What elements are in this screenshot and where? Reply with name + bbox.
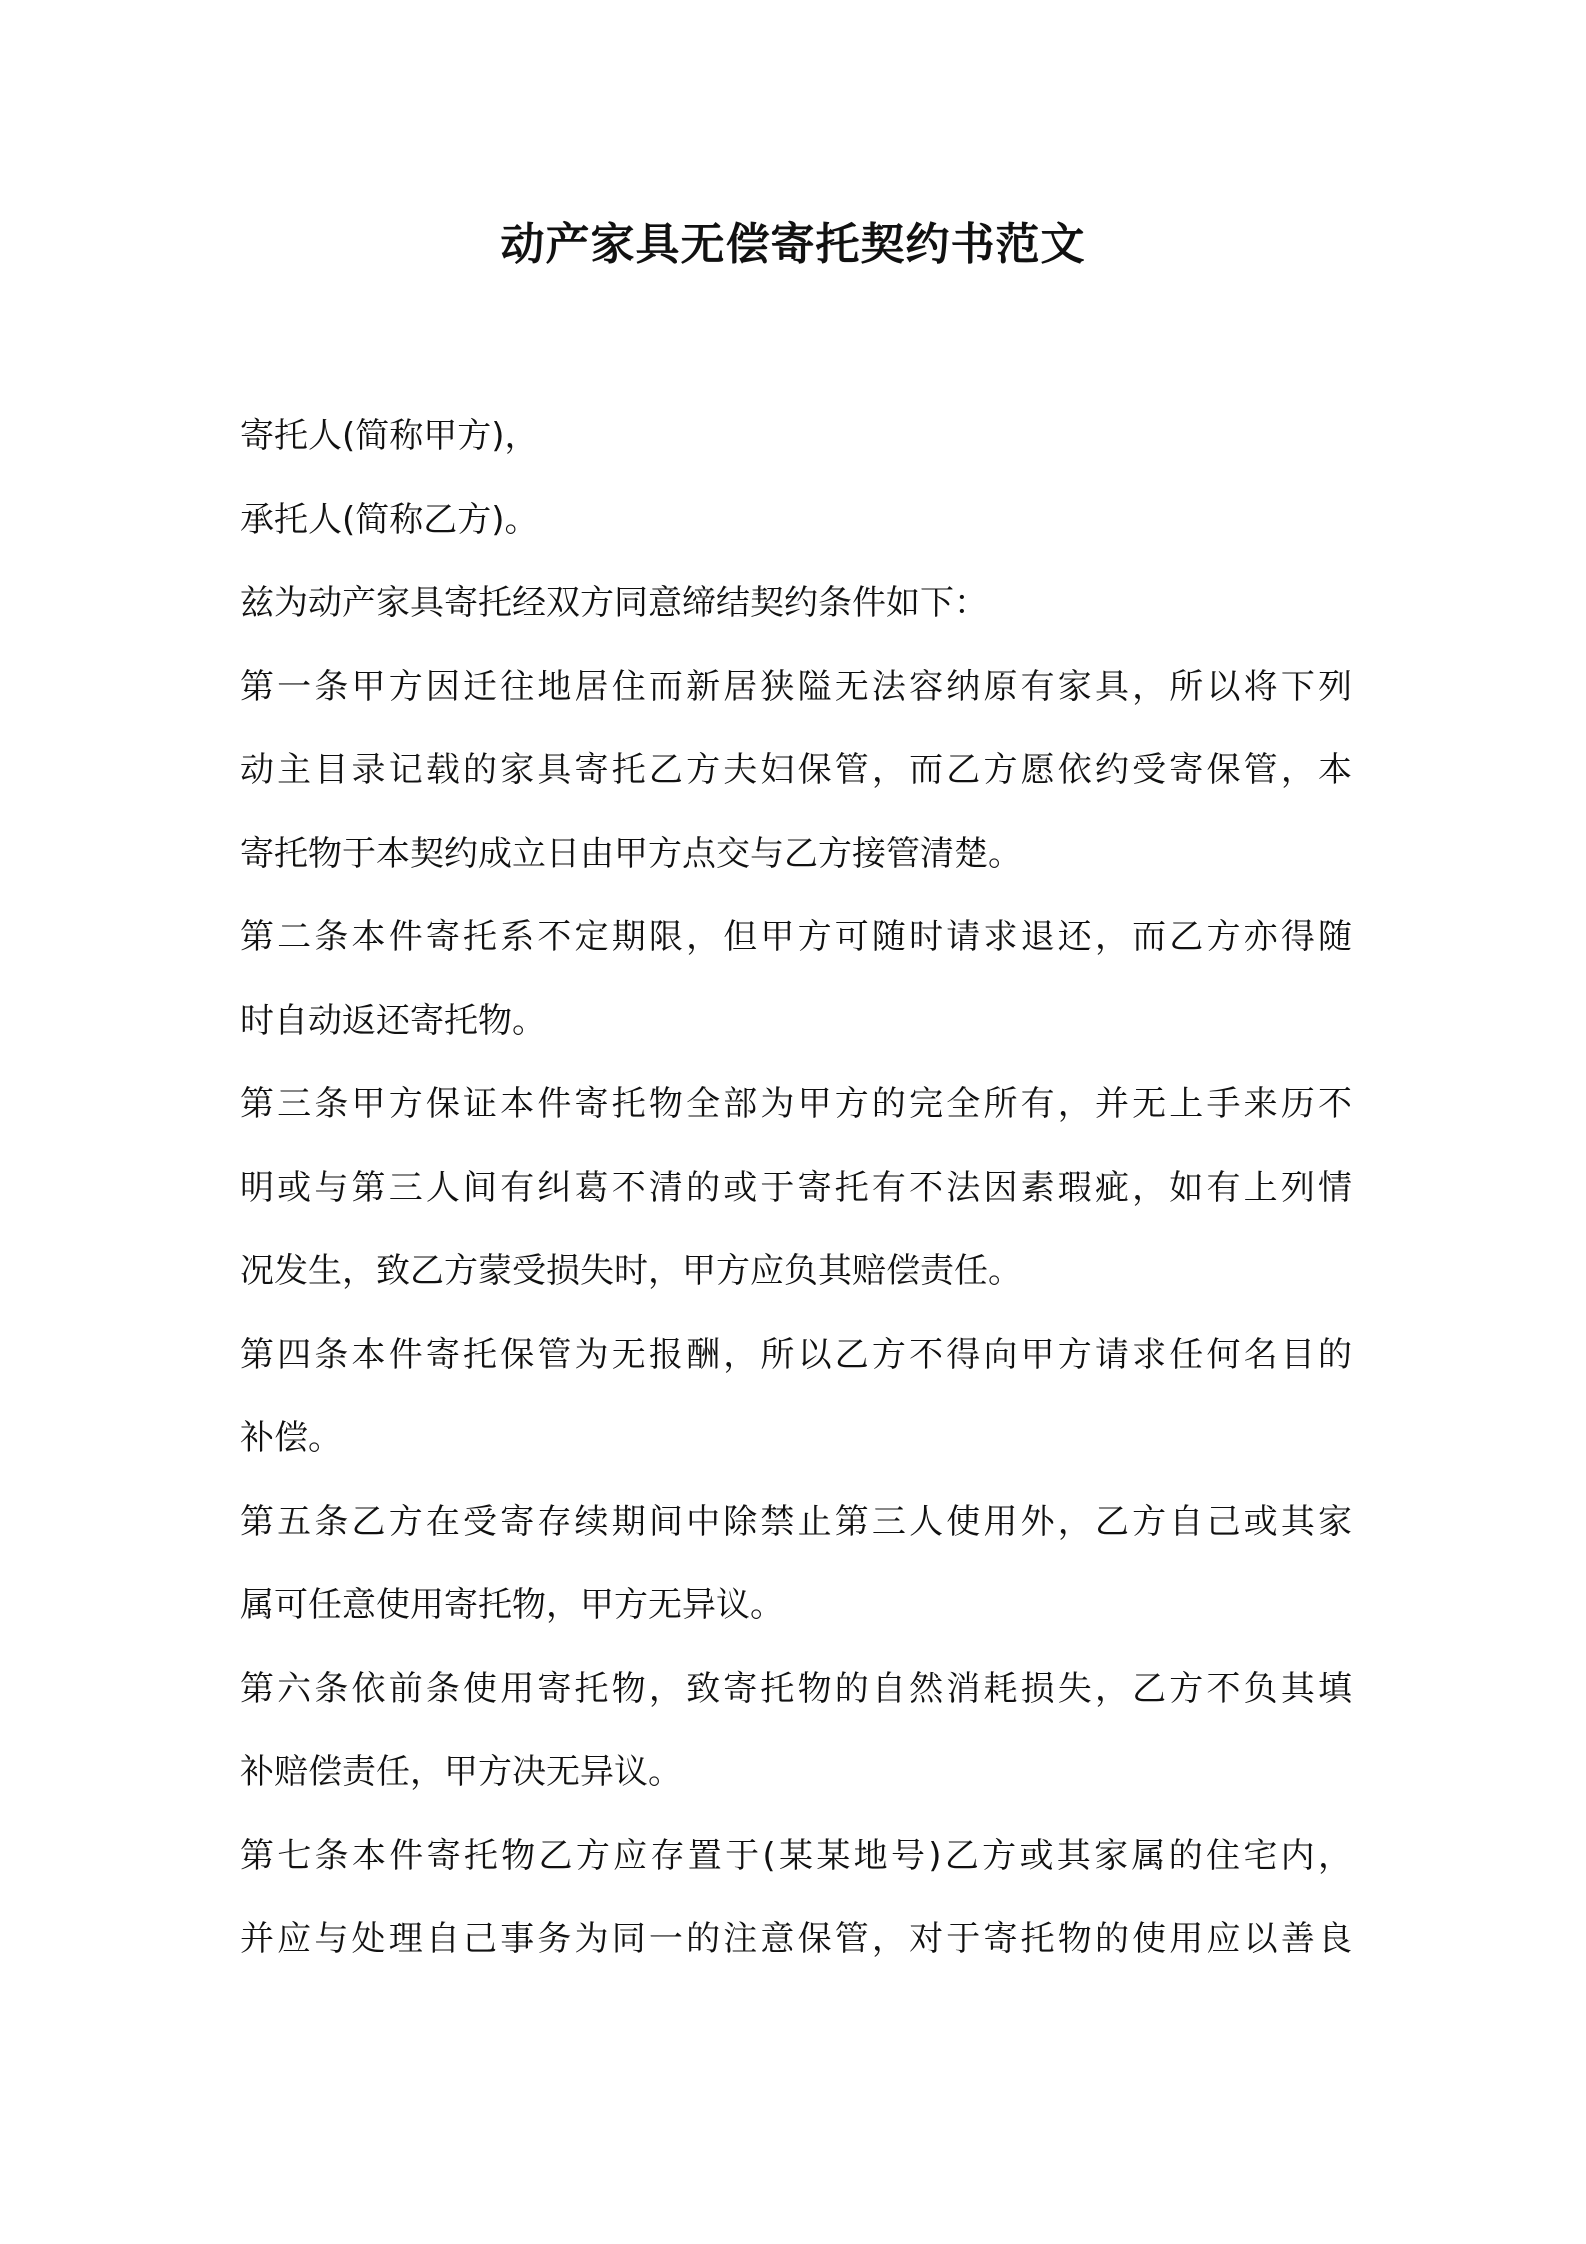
text-line-article-5: 第五条乙方在受寄存续期间中除禁止第三人使用外，乙方自己或其家 <box>240 1501 1352 1542</box>
text-line-article-1: 动主目录记载的家具寄托乙方夫妇保管，而乙方愿依约受寄保管，本 <box>240 750 1352 790</box>
text-line-article-7: 第七条本件寄托物乙方应存置于(某某地号)乙方或其家属的住宅内， <box>240 1835 1352 1876</box>
text-line-preamble: 兹为动产家具寄托经双方同意缔结契约条件如下： <box>240 583 988 623</box>
text-line-article-6: 补赔偿责任，甲方决无异议。 <box>240 1752 682 1792</box>
text-line-party-a: 寄托人(简称甲方)， <box>240 416 539 456</box>
text-line-article-2: 时自动返还寄托物。 <box>240 1000 546 1041</box>
text-line-article-6: 第六条依前条使用寄托物，致寄托物的自然消耗损失，乙方不负其填 <box>240 1668 1352 1709</box>
document-title: 动产家具无偿寄托契约书范文 <box>500 219 1086 270</box>
text-line-article-1: 寄托物于本契约成立日由甲方点交与乙方接管清楚。 <box>240 833 1022 874</box>
text-line-article-2: 第二条本件寄托系不定期限，但甲方可随时请求退还，而乙方亦得随 <box>240 917 1352 957</box>
text-line-party-b: 承托人(简称乙方)。 <box>240 499 539 540</box>
text-line-article-5: 属可任意使用寄托物，甲方无异议。 <box>240 1585 784 1625</box>
text-line-article-3: 明或与第三人间有纠葛不清的或于寄托有不法因素瑕疵，如有上列情 <box>240 1167 1352 1208</box>
text-line-article-4: 补偿。 <box>240 1418 342 1458</box>
document-body <box>240 395 1352 1982</box>
text-line-article-3: 第三条甲方保证本件寄托物全部为甲方的完全所有，并无上手来历不 <box>240 1084 1352 1124</box>
text-line-article-1: 第一条甲方因迁往地居住而新居狭隘无法容纳原有家具，所以将下列 <box>240 666 1352 707</box>
text-line-article-7: 并应与处理自己事务为同一的注意保管，对于寄托物的使用应以善良 <box>240 1919 1352 1959</box>
text-line-article-3: 况发生，致乙方蒙受损失时，甲方应负其赔偿责任。 <box>240 1251 1022 1291</box>
text-line-article-4: 第四条本件寄托保管为无报酬，所以乙方不得向甲方请求任何名目的 <box>240 1334 1352 1375</box>
